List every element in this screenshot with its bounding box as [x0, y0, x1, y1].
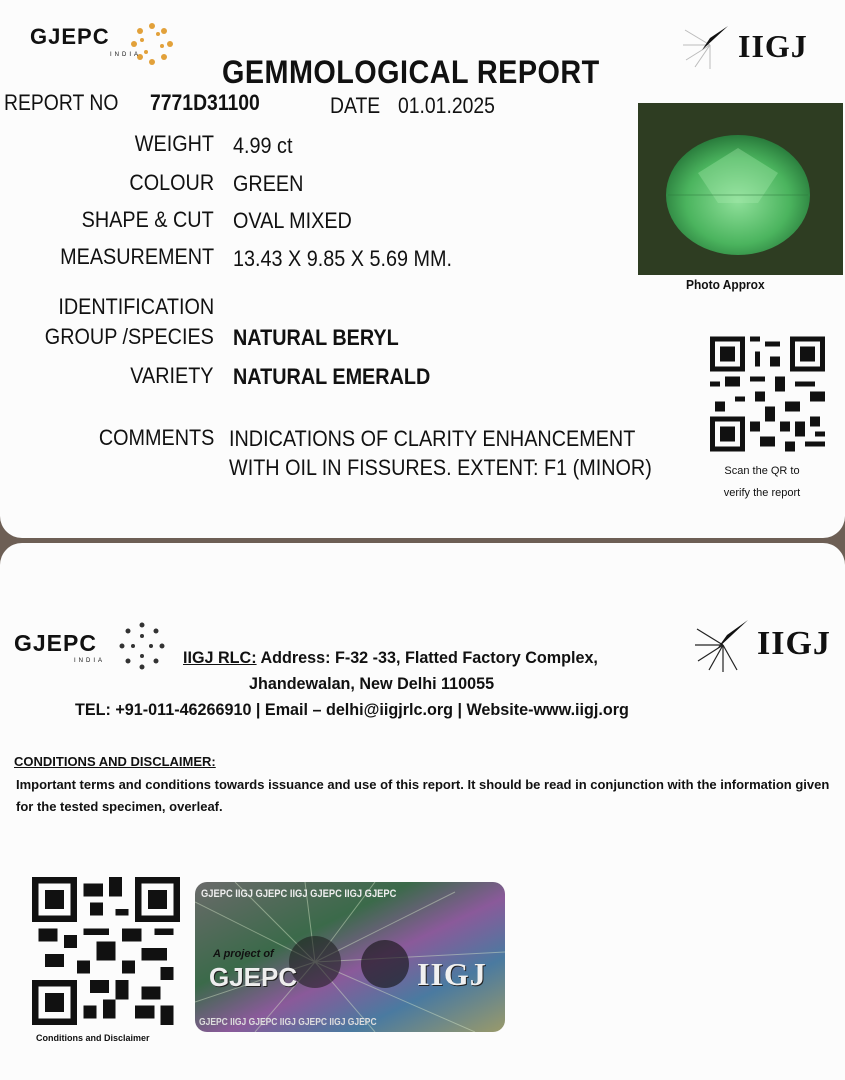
- shape-value: OVAL MIXED: [233, 208, 352, 233]
- gjepc-logo-back: [14, 630, 106, 664]
- gjepc-logo: [30, 24, 142, 58]
- iigj-logo-back: [693, 615, 838, 677]
- comments-line-1: INDICATIONS OF CLARITY ENHANCEMENT: [229, 426, 636, 451]
- hologram-project-label: A project of: [213, 948, 274, 960]
- address-line-2: Jhandewalan, New Delhi 110055: [249, 674, 495, 693]
- comments-label: COMMENTS: [98, 425, 214, 450]
- report-title: GEMMOLOGICAL REPORT: [222, 54, 600, 90]
- weight-value: 4.99 ct: [233, 133, 293, 158]
- identification-label: IDENTIFICATION: [58, 294, 214, 319]
- colour-label: COLOUR: [129, 170, 214, 195]
- hologram-pattern-top: GJEPC IIGJ GJEPC IIGJ GJEPC IIGJ GJEPC: [201, 888, 397, 900]
- sunburst-icon: [128, 20, 176, 68]
- qr-caption-line-1: Scan the QR to: [724, 465, 800, 477]
- conditions-body: Important terms and conditions towards issuance and use of this report. It should be read in conjunction with the information given for the tested specimen, overleaf.: [16, 777, 830, 814]
- gjepc-logo-sub: INDIA: [110, 52, 142, 58]
- gjepc-logo-back-sub: INDIA: [74, 658, 106, 664]
- group-label: GROUP /SPECIES: [44, 324, 214, 349]
- gjepc-logo-text: GJEPC: [30, 24, 110, 49]
- measurement-value: 13.43 X 9.85 X 5.69 MM.: [233, 246, 453, 271]
- verify-qr-code[interactable]: [710, 335, 825, 458]
- gem-photo: [638, 103, 843, 275]
- measurement-label: MEASUREMENT: [59, 244, 214, 269]
- address-text: Address: F-32 -33, Flatted Factory Complex,: [260, 648, 598, 667]
- hologram-iigj-text: IIGJ: [417, 956, 487, 992]
- sunburst-icon: [116, 620, 168, 672]
- iigj-logo-back-text: IIGJ: [757, 625, 831, 662]
- iigj-logo-text: IIGJ: [738, 28, 808, 64]
- photo-caption: Photo Approx: [686, 277, 765, 292]
- emerald-image: [638, 103, 843, 275]
- burst-icon: [680, 20, 735, 70]
- variety-value: NATURAL EMERALD: [233, 364, 431, 389]
- report-front-card: [0, 0, 845, 538]
- report-no-value: 7771D31100: [150, 90, 260, 115]
- address-label: IIGJ RLC:: [183, 648, 257, 667]
- report-back-card: [0, 543, 845, 1080]
- contact-line: TEL: +91-011-46266910 | Email – delhi@iigjrlc.org | Website-www.iigj.org: [75, 700, 629, 719]
- hologram-pattern-bottom: GJEPC IIGJ GJEPC IIGJ GJEPC IIGJ GJEPC: [199, 1017, 377, 1028]
- report-no-label: REPORT NO: [4, 90, 119, 115]
- date-label: DATE: [330, 93, 381, 118]
- hologram-gjepc-text: GJEPC: [209, 962, 298, 992]
- date-value: 01.01.2025: [398, 93, 495, 118]
- security-hologram: [195, 882, 505, 1032]
- colour-value: GREEN: [233, 171, 304, 196]
- iigj-logo: [680, 20, 830, 75]
- conditions-qr-code[interactable]: [32, 876, 180, 1031]
- address-line-1: [183, 648, 598, 668]
- qr-caption: [712, 460, 812, 504]
- gjepc-logo-back-text: GJEPC: [14, 630, 97, 656]
- group-value: NATURAL BERYL: [233, 325, 399, 350]
- variety-label: VARIETY: [130, 363, 214, 388]
- comments-line-2: WITH OIL IN FISSURES. EXTENT: F1 (MINOR): [229, 455, 652, 480]
- conditions-title: CONDITIONS AND DISCLAIMER:: [14, 754, 216, 769]
- burst-icon: [693, 615, 751, 673]
- weight-label: WEIGHT: [134, 131, 214, 156]
- qr-caption-line-2: verify the report: [723, 487, 801, 499]
- shape-label: SHAPE & CUT: [81, 207, 214, 232]
- conditions-qr-caption: Conditions and Disclaimer: [36, 1033, 150, 1043]
